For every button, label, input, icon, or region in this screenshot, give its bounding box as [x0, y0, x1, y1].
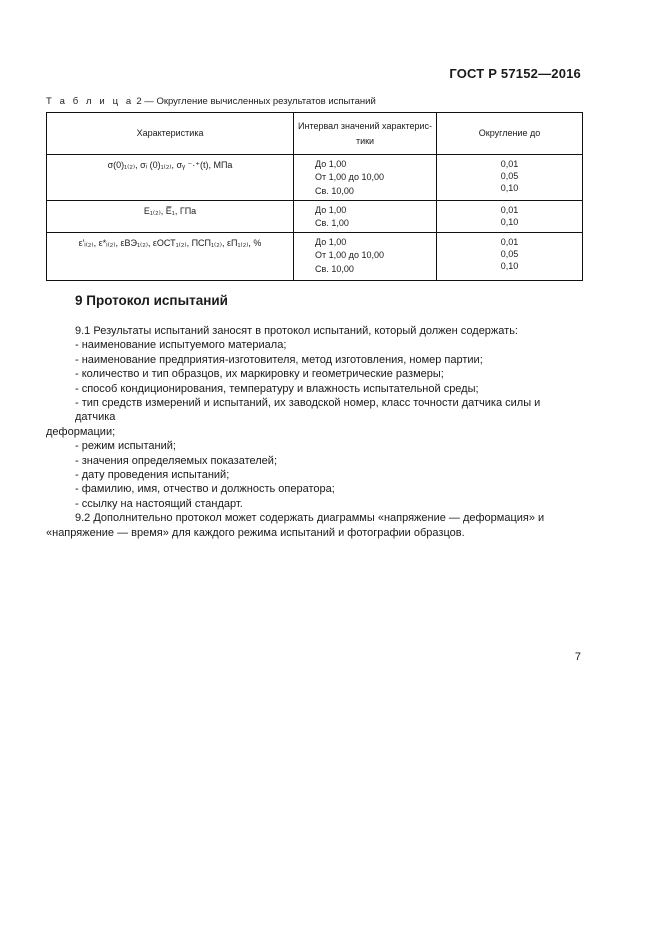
- rounding-value: 0,10: [500, 183, 519, 193]
- section-body: [46, 324, 583, 540]
- rounding-value: 0,01: [500, 237, 519, 247]
- table-caption: [46, 96, 376, 107]
- rounding-value: 0,10: [500, 217, 519, 227]
- list-item-continuation: деформации;: [46, 425, 116, 438]
- table-row: [47, 155, 583, 201]
- list-item: - наименование испытуемого материала;: [75, 339, 287, 352]
- characteristic-cell: E₁₍₂₎, E̅₁, ГПа: [47, 201, 294, 233]
- header-rounding: Округление до: [437, 113, 583, 155]
- table-row: [47, 233, 583, 281]
- rounding-value: 0,10: [500, 261, 519, 271]
- paragraph-9-2-line2: «напряжение — время» для каждого режима испытаний и фотографии образцов.: [46, 526, 465, 539]
- characteristic-cell: ε′ᵢ₍₂₎, ε*ᵢ₍₂₎, εВЭ₁₍₂₎, εОСТ₁₍₂₎, ПСП₁₍₂₎, εП₁₍₂₎, %: [47, 233, 294, 281]
- rounding-value: 0,01: [500, 205, 519, 215]
- rounding-value: 0,05: [500, 171, 519, 181]
- interval-value: Св. 10,00: [315, 263, 354, 274]
- section-heading: 9 Протокол испытаний: [75, 293, 228, 308]
- interval-cell: [294, 201, 437, 233]
- rounding-value: 0,01: [500, 159, 519, 169]
- page-number: 7: [574, 651, 581, 663]
- interval-value: От 1,00 до 10,00: [315, 172, 384, 183]
- header-interval: [294, 113, 437, 155]
- rounding-value: 0,05: [500, 249, 519, 259]
- rounding-table: [46, 112, 583, 281]
- paragraph-9-2-line1: 9.2 Дополнительно протокол может содержать диаграммы «напряжение — деформация» и: [75, 512, 545, 525]
- list-item: - количество и тип образцов, их маркировку и геометрические размеры;: [75, 368, 444, 381]
- document-code: ГОСТ Р 57152—2016: [449, 66, 581, 81]
- header-characteristic: Характеристика: [47, 113, 294, 155]
- rounding-cell: [437, 155, 583, 201]
- header-interval-line2: тики: [355, 135, 375, 146]
- table-header-row: [47, 113, 583, 155]
- list-item: - режим испытаний;: [75, 440, 176, 453]
- list-item: - наименование предприятия-изготовителя, метод изготовления, номер партии;: [75, 353, 483, 366]
- interval-value: Св. 10,00: [315, 185, 354, 196]
- interval-value: До 1,00: [315, 205, 347, 215]
- list-item: - способ кондиционирования, температуру и влажность испытательной среды;: [75, 382, 479, 395]
- list-item: - значения определяемых показателей;: [75, 454, 277, 467]
- interval-value: До 1,00: [315, 237, 347, 247]
- list-item: - ссылку на настоящий стандарт.: [75, 497, 243, 510]
- table-caption-prefix: Т а б л и ц а: [46, 96, 134, 107]
- table-caption-title: 2 — Округление вычисленных результатов испытаний: [133, 96, 376, 107]
- interval-value: От 1,00 до 10,00: [315, 250, 384, 261]
- interval-value: Св. 1,00: [315, 218, 349, 229]
- list-item: - фамилию, имя, отчество и должность оператора;: [75, 483, 335, 496]
- interval-cell: [294, 233, 437, 281]
- interval-value: До 1,00: [315, 159, 347, 169]
- header-interval-line1: Интервал значений характерис-: [298, 120, 433, 131]
- rounding-cell: [437, 201, 583, 233]
- rounding-cell: [437, 233, 583, 281]
- interval-cell: [294, 155, 437, 201]
- paragraph-9-1: 9.1 Результаты испытаний заносят в протокол испытаний, который должен содержать:: [75, 325, 518, 337]
- list-item: - тип средств измерений и испытаний, их заводской номер, класс точности датчика силы и датчика: [75, 397, 541, 424]
- table-row: [47, 201, 583, 233]
- list-item: - дату проведения испытаний;: [75, 469, 230, 482]
- characteristic-cell: σ(0)₁₍₂₎, σᵢ (0)₁₍₂₎, σᵧ ⁻·⁺(t), МПа: [47, 155, 294, 201]
